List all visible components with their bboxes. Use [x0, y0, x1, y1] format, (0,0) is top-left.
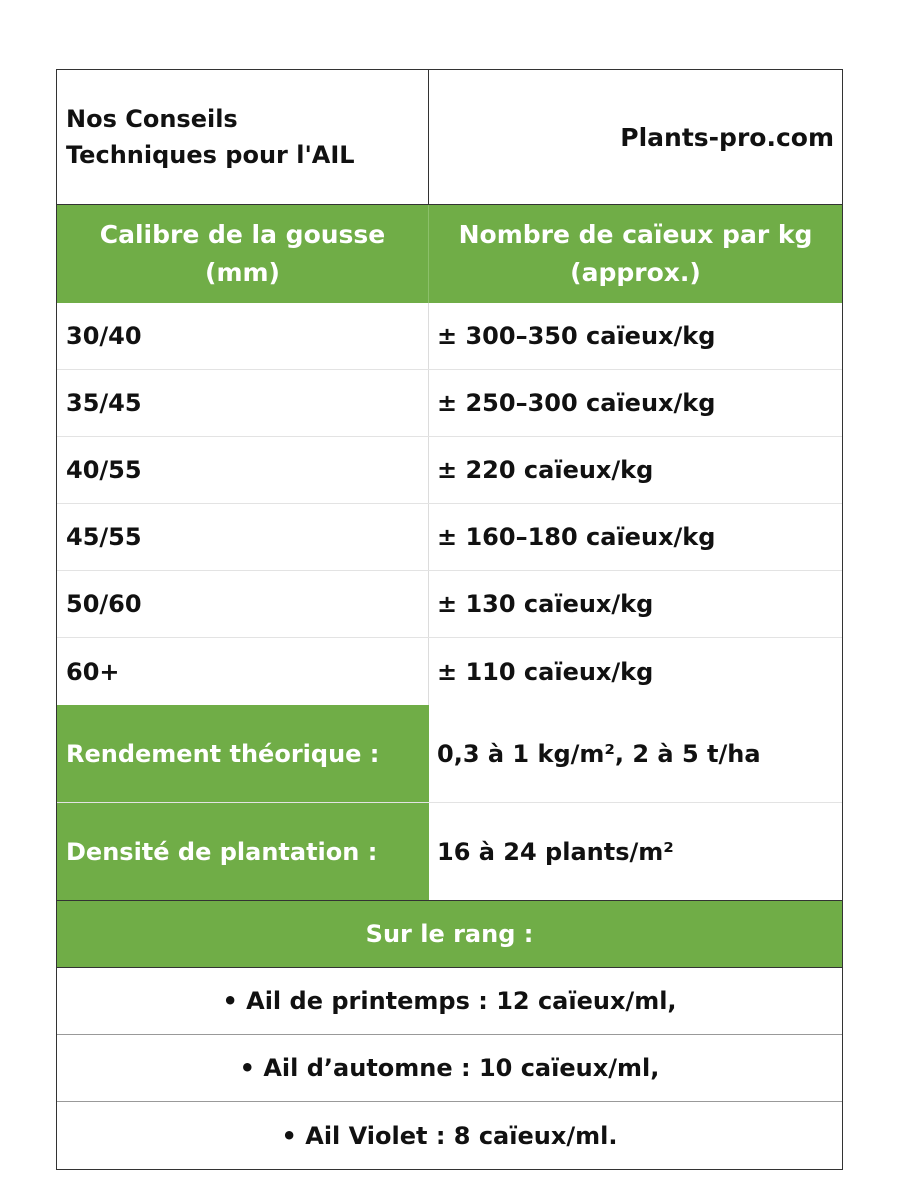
column-header-caieux	[429, 205, 842, 303]
column-header-caieux-line2: (approx.)	[570, 258, 701, 287]
column-header-calibre	[57, 205, 429, 303]
document-title	[57, 70, 429, 204]
row-spacing-item	[57, 1035, 842, 1102]
column-header-calibre-line1: Calibre de la gousse	[99, 220, 386, 249]
calibre-cell: 40/55	[57, 437, 429, 503]
calibre-cell: 50/60	[57, 571, 429, 637]
brand-name: Plants-pro.com	[620, 122, 834, 152]
calibre-cell: 60+	[57, 638, 429, 705]
caieux-cell: ± 160–180 caïeux/kg	[437, 523, 716, 551]
violet-garlic-spacing: • Ail Violet : 8 caïeux/ml.	[281, 1121, 618, 1150]
row-spacing-title: Sur le rang :	[365, 920, 534, 948]
table-row	[57, 638, 842, 705]
density-value: 16 à 24 plants/m²	[437, 837, 674, 866]
table-row	[57, 504, 842, 571]
calibre-cell: 30/40	[57, 303, 429, 369]
yield-value: 0,3 à 1 kg/m², 2 à 5 t/ha	[437, 739, 761, 768]
row-spacing-item	[57, 968, 842, 1035]
title-line-2: Techniques pour l'AIL	[66, 141, 355, 169]
caieux-cell: ± 220 caïeux/kg	[437, 456, 654, 484]
autumn-garlic-spacing: • Ail d’automne : 10 caïeux/ml,	[239, 1054, 660, 1082]
table-row	[57, 571, 842, 638]
yield-row	[57, 705, 842, 803]
caieux-cell: ± 250–300 caïeux/kg	[437, 389, 716, 417]
caieux-cell: ± 300–350 caïeux/kg	[437, 322, 716, 350]
column-header-row	[57, 205, 842, 303]
table-row	[57, 370, 842, 437]
garlic-advice-table	[56, 69, 843, 1170]
calibre-cell: 45/55	[57, 504, 429, 570]
title-row	[57, 70, 842, 205]
density-label: Densité de plantation :	[57, 803, 429, 900]
column-header-calibre-line2: (mm)	[205, 258, 280, 287]
spring-garlic-spacing: • Ail de printemps : 12 caïeux/ml,	[222, 987, 677, 1015]
density-row	[57, 803, 842, 901]
table-row	[57, 437, 842, 504]
row-spacing-header	[57, 901, 842, 968]
table-row	[57, 303, 842, 370]
row-spacing-item	[57, 1102, 842, 1169]
calibre-cell: 35/45	[57, 370, 429, 436]
column-header-caieux-line1: Nombre de caïeux par kg	[458, 220, 813, 249]
caieux-cell: ± 110 caïeux/kg	[437, 657, 654, 686]
yield-label: Rendement théorique :	[57, 705, 429, 802]
caieux-cell: ± 130 caïeux/kg	[437, 590, 654, 618]
title-line-1: Nos Conseils	[66, 105, 238, 133]
